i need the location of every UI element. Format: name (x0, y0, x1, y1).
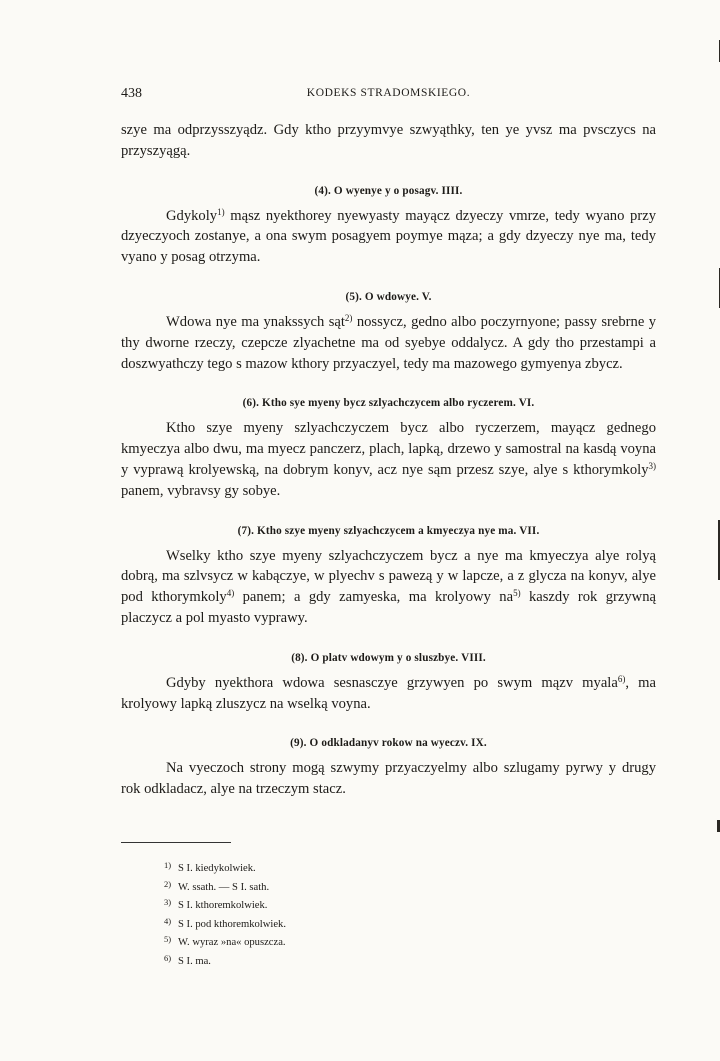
page-body (121, 120, 656, 800)
footnote-text: S I. pod kthoremkolwiek. (178, 918, 286, 930)
footnote-mark: 2) (164, 878, 172, 889)
footnote-mark: 6) (164, 952, 172, 963)
footnote-ref: 1) (217, 206, 225, 217)
footnote (164, 877, 286, 896)
footnote-ref: 5) (513, 588, 521, 599)
footnote-ref: 6) (617, 673, 626, 684)
page-number: 438 (121, 86, 142, 101)
intro-paragraph: szye ma odprzysszyądz. Gdy ktho przyymvye szwyąthky, ten ye yvsz ma pvsczycs na przyszyągą. (121, 122, 656, 159)
footnote-ref: 3) (648, 460, 656, 471)
section-paragraph: Wdowa nye ma ynakssych sąt$^{2)}$ nossycz, gedno albo poczyrnyone; passy srebrne y thy dworne rzeczy, czepcze zlyachetne ma od syebye oddalycz. A gdy tho przestampi a doszwyathczy tego s mazow kthory przyaczyel, tedy ma mazowego gymyenya zbycz. (121, 312, 657, 372)
footnote-mark: 4) (164, 915, 172, 926)
footnote (164, 895, 286, 914)
section-heading: (6). Ktho sye myeny bycz szlyachczycem albo ryczerem. VI. (242, 397, 535, 410)
footnote-mark: 5) (164, 934, 172, 945)
section-heading: (8). O platv wdowym y o sluszbye. VIII. (291, 651, 486, 664)
footnotes (164, 858, 286, 970)
section-paragraph: Wselky ktho szye myeny szlyachczyczem bycz a nye ma kmyeczya alye rolyą dobrą, ma szlvsycz w kabączye, w plyechv s pawezą y w lapcze, a z glycza na konyv, alye pod kthorymkoly$^{4)}$ panem; a gdy zamyeska, ma krolyowy $na^{5)}$ kaszdy rok grzywną placzycz a pol myasto vyprawy. (121, 547, 656, 626)
footnote-ref: 2) (344, 312, 353, 323)
footnote-mark: 3) (164, 897, 172, 908)
section-paragraph: Na vyeczoch strony mogą szwymy przyaczyelmy albo szlugamy pyrwy y drugy rok odkladacz, alye na trzeczym stacz. (121, 760, 656, 798)
footnote-text: W. ssath. — S I. sath. (178, 881, 270, 893)
footnote (164, 951, 286, 970)
section-heading: (7). Ktho szye myeny szlyachczycem a kmyeczya nye ma. VII. (237, 524, 540, 537)
footnote-text: W. wyraz »na« opuszcza. (178, 937, 286, 949)
footnote-text: S I. kiedykolwiek. (178, 863, 256, 874)
footnote-mark: 1) (164, 860, 172, 870)
section-heading: (5). O wdowye. V. (345, 290, 432, 303)
footnote-text: S I. ma. (178, 955, 211, 967)
section-paragraph: Gdyby nyekthora wdowa sesnasczye grzywyen po swym mązv myala$^{6)}$, ma krolyowy lapką zluszycz na wselką voyna. (121, 673, 656, 712)
footnote (164, 858, 286, 877)
footnote-rule (121, 842, 231, 843)
section-paragraph: Gdykoly$^{1)}$ mąsz nyekthorey nyewyasty mayącz dzyeczy vmrze, tedy wyano przy dzyeczyoch zostanye, a ona swym posagyem poymye mąza; a gdy dzyeczy nye ma, tedy vyano y posag otrzyma. (121, 206, 656, 266)
footnote-ref: 4) (226, 588, 235, 599)
footnote (164, 914, 286, 933)
page-header (121, 86, 656, 106)
footnote (164, 932, 286, 951)
footnote-text: S I. kthoremkolwiek. (178, 900, 268, 912)
section-paragraph: Ktho szye myeny szlyachczyczem bycz albo ryczerzem, mayącz gednego kmyeczya albo dwu, ma myecz panczerz, plach, lapką, drzewo y samostral na kasdą voyna y vyprawą krolyewską, na dobrym konyv, acz nye sąm przesz szye, alye s kthorymkoly$^{3)}$ panem, vybravsy gy sobye. (121, 420, 656, 499)
section-heading: (9). O odkladanyv rokow na wyeczv. IX. (290, 737, 487, 750)
running-head: KODEKS STRADOMSKIEGO. (306, 87, 471, 99)
section-heading: (4). O wyenye y o posagv. IIII. (314, 184, 463, 197)
